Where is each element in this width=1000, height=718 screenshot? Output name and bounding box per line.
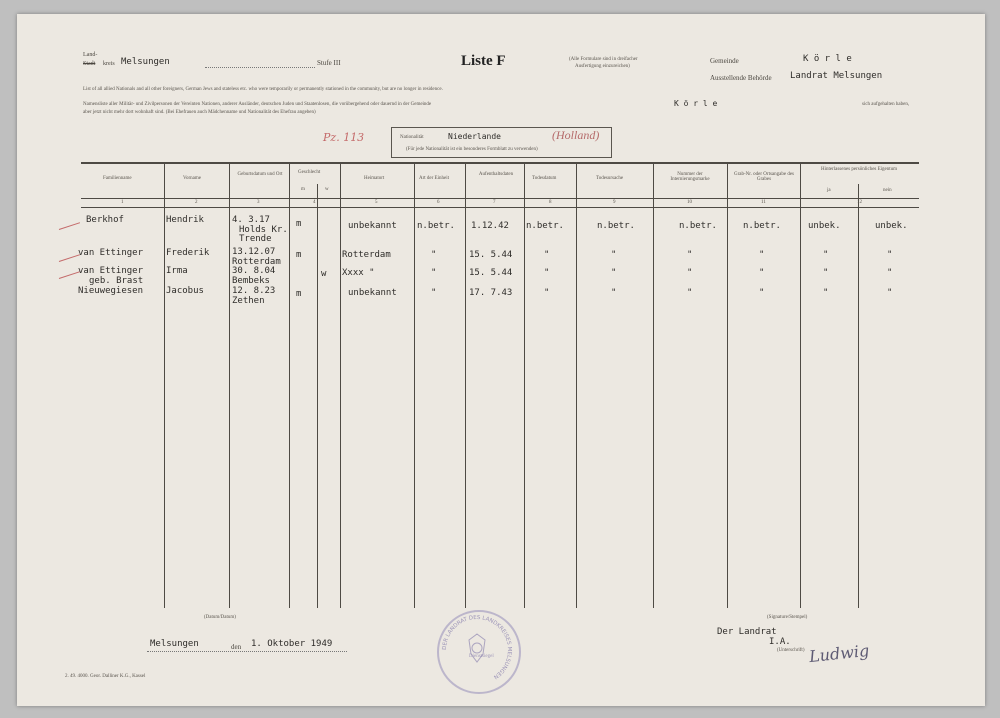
cell-einheit: " — [431, 288, 437, 298]
cell-geburtsdatum: 12. 8.23 — [232, 286, 276, 296]
col-header-grab: Grab-Nr. oder Ortsangabe des Grabes — [734, 172, 794, 182]
issuer: Der Landrat — [717, 627, 777, 637]
cell-maedchenname: geb. Brast — [89, 276, 144, 286]
footer-place: Melsungen — [150, 639, 199, 649]
cell-geburtsort: Holds Kr. — [239, 225, 288, 235]
col-header-aufenthalt: Aufenthaltsdaten — [478, 172, 514, 177]
footer-date: 1. Oktober 1949 — [251, 639, 333, 649]
col-header-familienname: Familienname — [103, 176, 132, 181]
nationality-handwritten: (Holland) — [552, 128, 600, 142]
col-header-marke: Nummer der Internierungsmarke — [670, 172, 710, 182]
col-num: 11 — [761, 200, 766, 205]
col-num: 7 — [493, 200, 496, 205]
cell-vorname: Irma — [166, 266, 188, 276]
col-header-geschlecht: Geschlecht — [298, 170, 321, 175]
kreis-value: Melsungen — [121, 57, 170, 67]
cell-geburtsort: Bembeks — [232, 276, 270, 286]
col-header-eigentum: Hinterlassenes persönliches Eigentum — [820, 167, 898, 172]
gemeinde-label: Gemeinde — [710, 57, 739, 65]
cell-eigentum-ja: unbek. — [808, 221, 841, 231]
cell-geburtsort: Rotterdam — [232, 257, 281, 267]
cell-heimatort: unbekannt — [348, 221, 397, 231]
col-header-ja: ja — [827, 188, 831, 193]
cell-geburtsdatum: 13.12.07 — [232, 247, 276, 257]
col-header-einheit: Art der Einheit — [419, 176, 449, 181]
cell-eigentum-ja: " — [823, 268, 829, 278]
cell-marke: " — [687, 250, 693, 260]
cell-geburtsdatum: 30. 8.04 — [232, 266, 276, 276]
col-header-sex-w: w — [325, 187, 329, 192]
issuer-ia: I.A. — [769, 637, 791, 647]
cell-eigentum-nein: " — [887, 288, 893, 298]
behoerde-label: Ausstellende Behörde — [710, 74, 772, 82]
col-num: 1 — [121, 200, 124, 205]
cell-todesdatum: " — [544, 288, 550, 298]
cell-todesdatum: " — [544, 250, 550, 260]
cell-todesdatum: n.betr. — [526, 221, 564, 231]
cell-geburtsort: Zethen — [232, 296, 265, 306]
cell-eigentum-ja: " — [823, 250, 829, 260]
gemeinde-value: K ö r l e — [803, 54, 852, 64]
col-num: 9 — [613, 200, 616, 205]
col-num: 12 — [857, 200, 862, 205]
intro-german-line1-end: sich aufgehalten haben, — [862, 102, 910, 107]
cell-grab: " — [759, 250, 765, 260]
cell-grab: " — [759, 288, 765, 298]
cell-todesursache: n.betr. — [597, 221, 635, 231]
nationality-value: Niederlande — [448, 132, 501, 141]
col-num: 5 — [375, 200, 378, 205]
margin-note: Pz. 113 — [323, 131, 365, 144]
seal-ring-text: DER LANDRAT DES LANDKREISES MELSUNGEN — [441, 614, 513, 680]
col-header-todesdatum: Todesdatum — [532, 176, 557, 181]
nationality-label: Nationalität — [400, 135, 424, 140]
intro-german-line1: Namensliste aller Militär- und Zivilpersonen der Vereinten Nationen, anderer Ausländer, deutschen Juden und Staatenlosen, die vorübergehend oder dauernd in der Gemeinde — [83, 102, 432, 107]
form-note-line2: Ausfertigung einzureichen) — [575, 64, 630, 69]
cell-einheit: " — [431, 250, 437, 260]
cell-todesursache: " — [611, 288, 617, 298]
cell-grab: " — [759, 268, 765, 278]
cell-aufenthalt: 15. 5.44 — [469, 268, 513, 278]
landkreis-prefix: Land- — [83, 52, 98, 58]
cell-geschlecht: m — [296, 219, 302, 229]
signature-label: (Signature/Stempel) — [767, 615, 808, 620]
cell-vorname: Jacobus — [166, 286, 204, 296]
intro-german-place: K ö r l e — [674, 99, 718, 108]
cell-heimatort: Xxxx " — [342, 268, 375, 278]
sign-label: (Unterschrift) — [777, 648, 805, 653]
seal-graphic — [437, 610, 517, 690]
cell-familienname: Berkhof — [86, 215, 124, 225]
col-header-vorname: Vorname — [183, 176, 201, 181]
col-header-heimatort: Heimatort — [364, 176, 385, 181]
col-num: 6 — [437, 200, 440, 205]
cell-aufenthalt: 1.12.42 — [471, 221, 509, 231]
cell-familienname: van Ettinger — [78, 248, 144, 258]
cell-geburtsdatum: 4. 3.17 — [232, 215, 270, 225]
cell-eigentum-ja: " — [823, 288, 829, 298]
behoerde-value: Landrat Melsungen — [790, 71, 883, 81]
cell-grab: n.betr. — [743, 221, 781, 231]
col-header-geburt: Geburtsdatum und Ort — [237, 172, 283, 177]
svg-text:DER LANDRAT DES LANDKREISES ME — [442, 615, 512, 680]
cell-marke: n.betr. — [679, 221, 717, 231]
col-num: 10 — [687, 200, 692, 205]
col-num: 2 — [195, 200, 198, 205]
cell-marke: " — [687, 268, 693, 278]
date-label: (Datum/Datum) — [204, 615, 236, 620]
cell-todesdatum: " — [544, 268, 550, 278]
form-note-line1: (Alle Formulare sind in dreifacher — [569, 57, 638, 62]
cell-einheit: n.betr. — [417, 221, 455, 231]
form-title: Liste F — [461, 53, 506, 69]
cell-todesursache: " — [611, 250, 617, 260]
col-num: 4 — [313, 200, 316, 205]
cell-marke: " — [687, 288, 693, 298]
intro-german-line2: aber jetzt nicht mehr dort wohnhaft sind. (Bei Ehefrauen auch Mädchenname und Nationalität des Ehefrau angeben) — [83, 110, 316, 115]
cell-aufenthalt: 15. 5.44 — [469, 250, 513, 260]
nationality-box — [391, 127, 612, 158]
cell-eigentum-nein: " — [887, 268, 893, 278]
printer-imprint: 2. 49. 4000. Geor. Dalliner K.G., Kassel — [65, 674, 146, 679]
stufe-label: Stufe III — [317, 59, 341, 67]
cell-vorname: Frederik — [166, 248, 210, 258]
footer-den: den — [231, 643, 242, 651]
col-header-nein: nein — [883, 188, 892, 193]
cell-aufenthalt: 17. 7.43 — [469, 288, 513, 298]
cell-vorname: Hendrik — [166, 215, 204, 225]
form-page — [17, 14, 985, 706]
kreis-word: kreis — [103, 61, 115, 67]
col-header-sex-m: m — [301, 187, 305, 192]
handwritten-signature: Ludwig — [808, 640, 871, 667]
cell-geschlecht: m — [296, 250, 302, 260]
cell-geburtsort-2: Trende — [239, 234, 272, 244]
cell-eigentum-nein: unbek. — [875, 221, 908, 231]
intro-english: List of all allied Nationals and all other foreigners, German Jews and stateless etc. who were temporarily or permanently stationed in the community, but are no longer in residence. — [83, 87, 443, 92]
cell-todesursache: " — [611, 268, 617, 278]
cell-familienname: Nieuwegiesen — [78, 286, 144, 296]
col-num: 8 — [549, 200, 552, 205]
cell-heimatort: unbekannt — [348, 288, 397, 298]
cell-heimatort: Rotterdam — [342, 250, 391, 260]
seal-center-text: Dienstsiegel — [469, 654, 494, 659]
cell-familienname: van Ettinger — [78, 266, 144, 276]
cell-eigentum-nein: " — [887, 250, 893, 260]
cell-geschlecht: w — [321, 269, 327, 279]
stadtkreis-prefix: Stadt — [83, 61, 96, 67]
official-seal — [437, 610, 521, 694]
col-header-todesursache: Todesursache — [596, 176, 624, 181]
col-num: 3 — [257, 200, 260, 205]
cell-geschlecht: m — [296, 289, 302, 299]
nationality-note: (Für jede Nationalität ist ein besonderes Formblatt zu verwenden) — [406, 147, 538, 152]
cell-einheit: " — [431, 268, 437, 278]
